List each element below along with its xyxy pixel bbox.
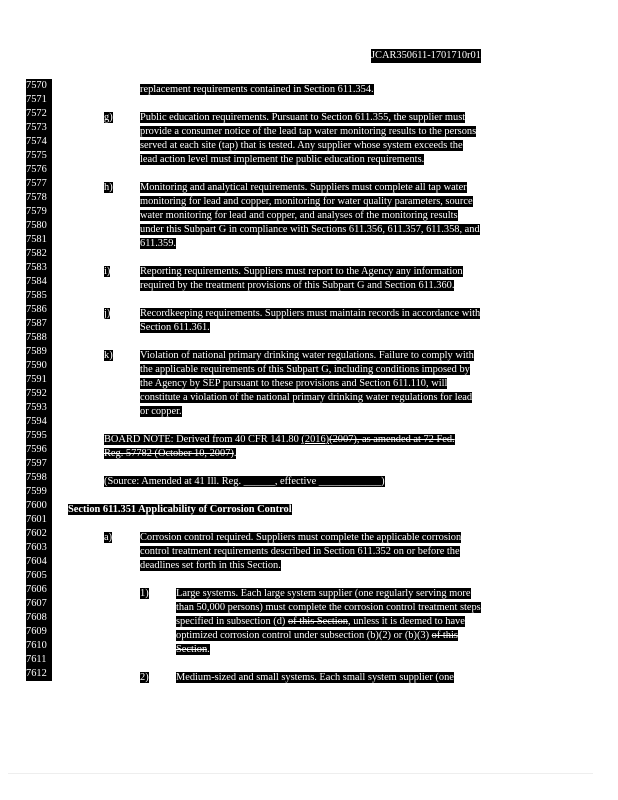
- line-text: Public education requirements. Pursuant to Section 611.355, the supplier must: [140, 112, 466, 123]
- line-number: 7592: [26, 387, 52, 401]
- line-number: 7604: [26, 555, 52, 569]
- board-note-period: .: [233, 448, 237, 459]
- item-label: j): [104, 308, 111, 319]
- para-1-line-3: [176, 611, 465, 625]
- board-note-line-1: [104, 429, 455, 443]
- para-h-line-3: [140, 205, 458, 219]
- board-note-line-2: [104, 443, 236, 457]
- source-note: [104, 471, 385, 485]
- line-number: 7579: [26, 205, 52, 219]
- item-label: 2): [140, 672, 149, 683]
- para-a-line-2: [140, 541, 460, 555]
- para-g-line-2: [140, 121, 476, 135]
- line-number: 7598: [26, 471, 52, 485]
- line-number: 7576: [26, 163, 52, 177]
- para-1-line-4: [176, 625, 458, 639]
- line-number: 7596: [26, 443, 52, 457]
- document-header-code: JCAR350611-1701710r01: [371, 50, 481, 61]
- section-title: [68, 499, 292, 513]
- para-1-line-1: [176, 583, 471, 597]
- para-i-line-1: [140, 261, 463, 275]
- line-number: 7594: [26, 415, 52, 429]
- line-number: 7602: [26, 527, 52, 541]
- item-label: k): [104, 350, 113, 361]
- board-note-deleted-text: (2007), as amended at 72 Fed.: [329, 434, 455, 445]
- line-number: 7581: [26, 233, 52, 247]
- line-text: lead action level must implement the public education requirements.: [140, 154, 425, 165]
- line-text: Monitoring and analytical requirements. Suppliers must complete all tap water: [140, 182, 467, 193]
- line-text: control treatment requirements described in Section 611.352 on or before the: [140, 546, 460, 557]
- deleted-text: Section: [176, 644, 208, 655]
- line-text: than 50,000 persons) must complete the corrosion control treatment steps: [176, 602, 481, 613]
- line-number: 7610: [26, 639, 52, 653]
- board-note-text: BOARD NOTE: Derived from 40 CFR 141.80: [104, 434, 302, 445]
- line-text: 611.359.: [140, 238, 176, 249]
- item-label-h: [104, 177, 113, 191]
- line-number: 7590: [26, 359, 52, 373]
- line-text: Violation of national primary drinking water regulations. Failure to comply with: [140, 350, 474, 361]
- para-k-line-5: [140, 401, 182, 415]
- line-number: 7603: [26, 541, 52, 555]
- para-g-line-3: [140, 135, 463, 149]
- line-text: provide a consumer notice of the lead tap water monitoring results to the persons: [140, 126, 477, 137]
- para-h-line-2: [140, 191, 473, 205]
- section-title-text: Section 611.351 Applicability of Corrosion Control: [68, 504, 292, 515]
- line-number: 7600: [26, 499, 52, 513]
- line-number: 7591: [26, 373, 52, 387]
- text-line-7570: [140, 79, 374, 93]
- item-label: h): [104, 182, 113, 193]
- line-text: Large systems. Each large system supplier (one regularly serving more: [176, 588, 471, 599]
- line-text: or copper.: [140, 406, 182, 417]
- line-number: 7597: [26, 457, 52, 471]
- line-number: 7611: [26, 653, 52, 667]
- line-number: 7583: [26, 261, 52, 275]
- para-j-line-2: [140, 317, 210, 331]
- line-text: Recordkeeping requirements. Suppliers must maintain records in accordance with: [140, 308, 481, 319]
- line-number: 7588: [26, 331, 52, 345]
- para-k-line-2: [140, 359, 470, 373]
- board-note-added-year: (2016): [301, 434, 330, 445]
- para-1-line-5: [176, 639, 210, 653]
- item-label-k: [104, 345, 113, 359]
- line-number: 7589: [26, 345, 52, 359]
- para-2-line-1: [176, 667, 454, 681]
- line-number: 7601: [26, 513, 52, 527]
- deleted-text: of this: [431, 630, 458, 641]
- line-number: 7573: [26, 121, 52, 135]
- item-label-2: [140, 667, 149, 681]
- line-number: 7578: [26, 191, 52, 205]
- line-number: 7608: [26, 611, 52, 625]
- para-k-line-4: [140, 387, 472, 401]
- para-k-line-1: [140, 345, 474, 359]
- line-text: Corrosion control required. Suppliers must complete the applicable corrosion: [140, 532, 462, 543]
- line-text: required by the treatment provisions of this Subpart G and Section 611.360.: [140, 280, 455, 291]
- line-number: 7584: [26, 275, 52, 289]
- line-text: served at each site (tap) that is tested. Any supplier whose system exceeds the: [140, 140, 463, 151]
- item-label: 1): [140, 588, 149, 599]
- line-number: 7599: [26, 485, 52, 499]
- para-g-line-4: [140, 149, 424, 163]
- line-text: , unless it is deemed to have: [348, 616, 465, 627]
- line-number: 7609: [26, 625, 52, 639]
- para-h-line-1: [140, 177, 467, 191]
- line-text: monitoring for lead and copper, monitoring for water quality parameters, source: [140, 196, 473, 207]
- line-number: 7595: [26, 429, 52, 443]
- line-number: 7606: [26, 583, 52, 597]
- line-text: the applicable requirements of this Subpart G, including conditions imposed by: [140, 364, 470, 375]
- line-text: Medium-sized and small systems. Each small system supplier (one: [176, 672, 454, 683]
- line-text: water monitoring for lead and copper, and analyses of the monitoring results: [140, 210, 458, 221]
- line-number: 7571: [26, 93, 52, 107]
- line-number: 7570: [26, 79, 52, 93]
- para-a-line-3: [140, 555, 281, 569]
- deleted-text: of this Section: [287, 616, 348, 627]
- item-label-a: [104, 527, 112, 541]
- item-label: i): [104, 266, 111, 277]
- source-text: (Source: Amended at 41 Ill. Reg. ______, effective ____________): [104, 476, 385, 487]
- line-text: the Agency by SEP pursuant to these provisions and Section 611.110, will: [140, 378, 448, 389]
- item-label: g): [104, 112, 113, 123]
- para-h-line-5: [140, 233, 176, 247]
- item-label-j: [104, 303, 110, 317]
- line-number: 7607: [26, 597, 52, 611]
- item-label-1: [140, 583, 149, 597]
- line-number: 7612: [26, 667, 52, 681]
- para-1-line-2: [176, 597, 481, 611]
- line-text: .: [207, 644, 210, 655]
- para-k-line-3: [140, 373, 447, 387]
- line-number: 7574: [26, 135, 52, 149]
- para-j-line-1: [140, 303, 480, 317]
- line-text: constitute a violation of the national primary drinking water regulations for lead: [140, 392, 473, 403]
- line-text: optimized corrosion control under subsection (b)(2) or (b)(3): [176, 630, 432, 641]
- para-a-line-1: [140, 527, 461, 541]
- para-g-line-1: [140, 107, 465, 121]
- line-text: deadlines set forth in this Section.: [140, 560, 281, 571]
- line-text: under this Subpart G in compliance with Sections 611.356, 611.357, 611.358, and: [140, 224, 480, 235]
- line-text: specified in subsection (d): [176, 616, 288, 627]
- line-number: 7580: [26, 219, 52, 233]
- line-text: Section 611.361.: [140, 322, 210, 333]
- line-number: 7585: [26, 289, 52, 303]
- line-number: 7587: [26, 317, 52, 331]
- line-number: 7586: [26, 303, 52, 317]
- line-number: 7582: [26, 247, 52, 261]
- board-note-deleted-text-2: Reg. 57782 (October 10, 2007): [104, 448, 234, 459]
- line-text: replacement requirements contained in Section 611.354.: [140, 84, 374, 95]
- page-bottom-rule: [8, 773, 593, 774]
- para-h-line-4: [140, 219, 480, 233]
- line-number: 7593: [26, 401, 52, 415]
- line-number: 7572: [26, 107, 52, 121]
- line-text: Reporting requirements. Suppliers must report to the Agency any information: [140, 266, 463, 277]
- line-number: 7577: [26, 177, 52, 191]
- line-number: 7605: [26, 569, 52, 583]
- item-label-g: [104, 107, 113, 121]
- item-label: a): [104, 532, 113, 543]
- line-number: 7575: [26, 149, 52, 163]
- para-i-line-2: [140, 275, 454, 289]
- item-label-i: [104, 261, 110, 275]
